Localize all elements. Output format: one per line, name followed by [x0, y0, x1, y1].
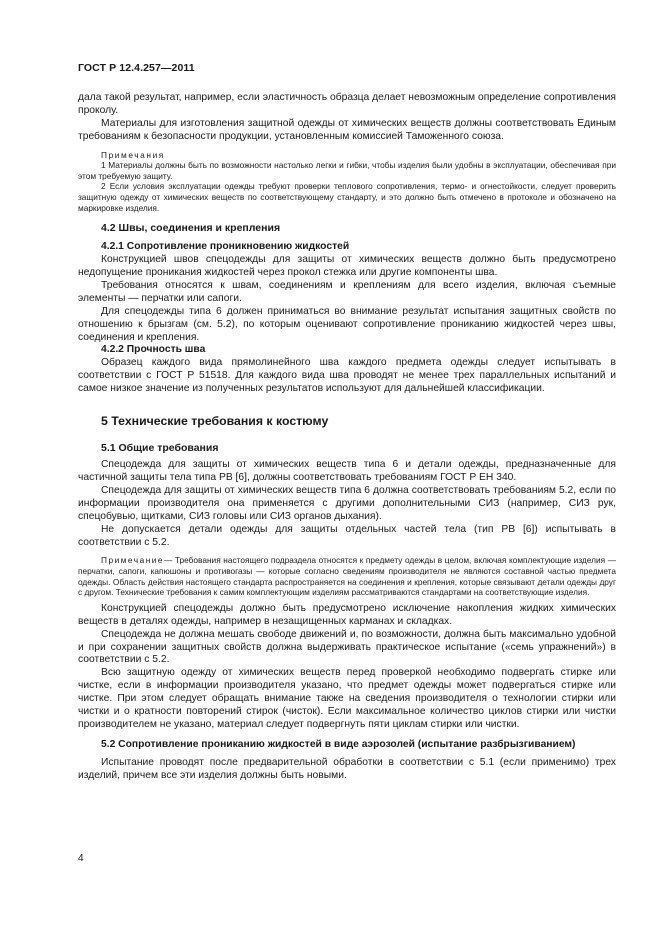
paragraph-5-2: Испытание проводят после предварительной обработки в соответствии с 5.1 (если применимо) трех изделий, причем все эти изделия должны быть новыми. [78, 756, 616, 781]
paragraph-5-1-c: Не допускается детали одежды для защиты отдельных частей тела (тип PB [6]) испытывать в соответствии с 5.2. [78, 523, 616, 548]
page-header: ГОСТ Р 12.4.257—2011 [78, 62, 195, 74]
paragraph-5-1-e: Спецодежда не должна мешать свободе движений и, по возможности, должна быть максимально удобной и при сохранении защитных свойств должна выдерживать практическое испытание («семь упражнений») в соответствии с 5.2. [78, 628, 616, 666]
section-4-2-2-heading: 4.2.2 Прочность шва [101, 344, 206, 356]
note-1: 1 Материалы должны быть по возможности настолько легки и гибки, чтобы изделия были удобны в эксплуатации, обеспечивая при этом требуемую защиту. [78, 160, 616, 181]
paragraph-4-2-1-a: Конструкцией швов спецодежды для защиты от химических веществ должно быть предусмотрено недопущение проникания жидкостей через прокол стежка или другие компоненты шва. [78, 254, 616, 278]
paragraph-materials: Материалы для изготовления защитной одежды от химических веществ должны соответствовать Единым требованиям к безопасности продукции, установленным комиссией Таможенного союза. [78, 117, 616, 142]
paragraph-5-1-d: Конструкцией спецодежды должно быть предусмотрено исключение накопления жидких химических веществ в деталях одежды, например в незащищенных карманах и складках. [78, 602, 616, 627]
note-5-1-label: Примечание [101, 555, 165, 566]
paragraph-4-2-1-b: Требования относятся к швам, соединениям и креплениям для всего изделия, включая съемные элементы — перчатки или сапоги. [78, 279, 616, 304]
paragraph-5-1-b: Спецодежда для защиты от химических веществ типа 6 должна соответствовать требованиям 5.2, если по информации производителя она применяется с другими дополнительными СИЗ (например, СИЗ рук, спецобувью, щитками, СИЗ головы или СИЗ органов дыхания). [78, 484, 616, 522]
section-4-2-heading: 4.2 Швы, соединения и крепления [101, 222, 281, 235]
paragraph-4-2-2: Образец каждого вида прямолинейного шва каждого предмета одежды следует испытывать в соответствии с ГОСТ Р 51518. Для каждого вида шва проводят не менее трех параллельных испытаний и самое низкое значение из полученных результатов используют для дальнейшей классификации. [78, 357, 616, 395]
page-content [78, 92, 616, 783]
paragraph-5-1-a: Спецодежда для защиты от химических веществ типа 6 и детали одежды, предназначенные для частичной защиты тела типа PB [6], должны соответствовать требованиям ГОСТ Р ЕН 340. [78, 459, 616, 483]
section-5-2-heading: 5.2 Сопротивление прониканию жидкостей в виде аэрозолей (испытание разбрызгиванием) [101, 738, 576, 750]
note-5-1 [78, 555, 616, 597]
note-5-1-text: — Требования настоящего подраздела относятся к предмету одежды в целом, включая комплектующие изделия — перчатки, сапоги, капюшоны и противогазы — которые согласно сведениям производителя не являются составной частью предмета одежды. Область действия настоящего стандарта распространяется на соединения и крепления, которые связывают детали одежды друг с другом. Технические требования к самим комплектующим изделиям рассматриваются стандартами на соответствующие изделия. [78, 555, 616, 598]
paragraph-5-1-f: Всю защитную одежду от химических веществ перед проверкой необходимо подвергать стирке или чистке, если в информации производителя указано, что предмет одежды может подвергаться стирке или чистке. При этом следует обращать внимание также на сведения производителя о технологии стирки или чистки и о кратности повторений стирок (чисток). Если максимальное количество циклов стирки или чистки производителем не указано, материал следует подвергнуть пяти циклам стирки или чистки. [78, 667, 616, 730]
note-2: 2 Если условия эксплуатации одежды требуют проверки теплового сопротивления, термо- и огнестойкости, следует проверить защитную одежду от химических веществ по соответствующему стандарту, и это должно быть отмечено в протоколе и обозначено на маркировке изделия. [78, 181, 616, 213]
notes-block [78, 150, 616, 214]
section-4-2-1-heading: 4.2.1 Сопротивление проникновению жидкостей [101, 241, 350, 253]
section-5-heading: 5 Технические требования к костюму [101, 414, 329, 429]
notes-heading: Примечания [101, 149, 165, 160]
paragraph-4-2-1-c: Для спецодежды типа 6 должен приниматься во внимание результат испытания защитных свойств по отношению к брызгам (см. 5.2), по которым оценивают сопротивление прониканию жидкостей через швы, соединения и крепления. [78, 305, 616, 343]
page-number: 4 [78, 853, 84, 864]
section-5-1-heading: 5.1 Общие требования [101, 442, 219, 455]
paragraph-continuation: дала такой результат, например, если эластичность образца делает невозможным определение сопротивления проколу. [78, 92, 616, 116]
